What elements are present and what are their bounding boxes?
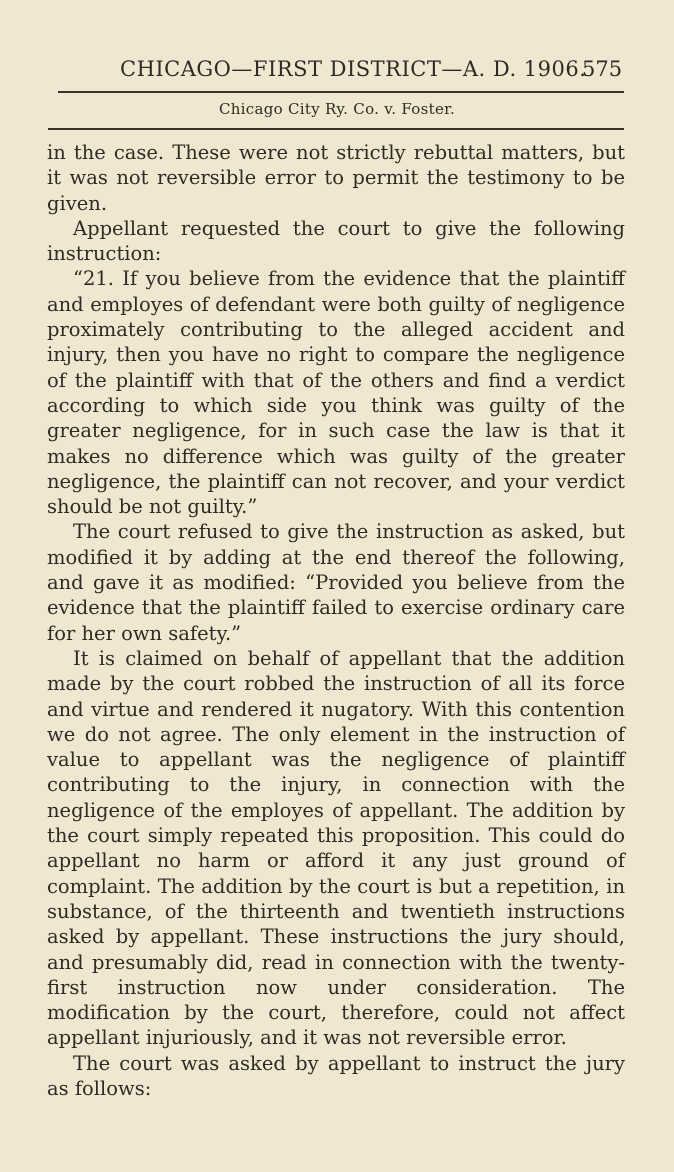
paragraph-analysis: It is claimed on behalf of appellant that the addition made by the court robbed the instruction of all its force and virtue and rendered it nugatory. With this contention we do not agree. The only element in the instruction of value to appellant was the negligence of plaintiff contributing to the injury, in connection with the negligence of the employes of appellant. The addition by the court simply repeated this proposition. This could do appellant no harm or afford it any just ground of complaint. The addition by the court is but a repetition, in substance, of the thirteenth and twentieth instructions asked by appellant. These instructions the jury should, and presumably did, read in connection with the twenty-first instruction now under consideration. The modification by the court, therefore, could not affect appellant injuriously, and it was not reversible error. [47,646,625,1050]
caption-rule [48,128,624,130]
page-number: 575 [582,57,623,81]
running-head [0,57,674,87]
paragraph-request: Appellant requested the court to give the following instruction: [47,216,625,266]
case-caption: Chicago City Ry. Co. v. Foster. [218,100,456,118]
paragraph-instruction-21: “21. If you believe from the evidence that the plaintiff and employes of defendant were both guilty of negligence proximately contributing to the alleged accident and injury, then you have no right to compare the negligence of the plaintiff with that of the others and find a verdict according to which side you think was guilty of the greater negligence, for in such case the law is that it makes no difference which was guilty of the greater negligence, the plaintiff can not recover, and your verdict should be not guilty.” [47,267,625,519]
paragraph-modification: The court refused to give the instruction as asked, but modified it by adding at the end thereof the following, and gave it as modified: “Provided you believe from the evidence that the plaintiff failed to exercise ordinary care for her own safety.” [47,520,625,645]
paragraph-continuation: in the case. These were not strictly rebuttal matters, but it was not reversible error to permit the testimony to be given. [47,141,625,215]
body-text [47,140,625,1101]
running-head-title: CHICAGO—FIRST DISTRICT—A. D. 1906. [120,57,587,81]
header-rule [58,91,624,93]
paragraph-next-request: The court was asked by appellant to instruct the jury as follows: [47,1051,625,1100]
